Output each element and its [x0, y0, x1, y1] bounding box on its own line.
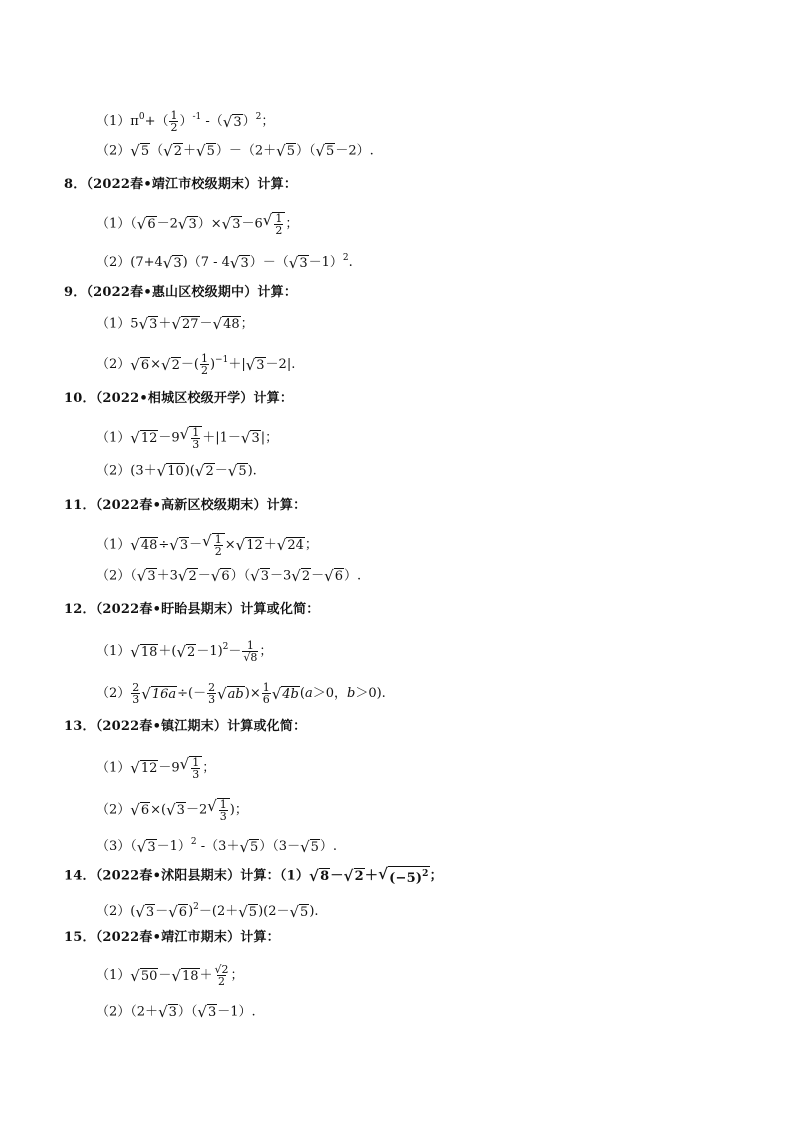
problem-10-part-2: （2）(3＋ √ 10 )( √ 2 － √ 5 ). [96, 462, 257, 480]
problem-13-part-2: （2） √ 6 ×( √ 3 －2 √ $\frac{1}{3}$ )； [96, 797, 248, 823]
problem-11-header: 11．（2022春•高新区校级期末）计算： [64, 498, 307, 513]
problem-12-part-2: （2） $\frac{2}{3}$ √ 16a ÷(－ $\frac{2}{3}$ √ ab )× $\frac{1}{6}$ √ 4b (a＞0，b＞0). [96, 681, 386, 706]
problem-9-part-1: （1）5 √ 3 ＋ √ 27 － √ 48 ； [96, 315, 254, 333]
problem-10-header: 10．（2022•相城区校级开学）计算： [64, 391, 294, 406]
problem-12-part-1: （1） √ 18 ＋( √ 2 －1)$^2$－ $\frac{1}{√8}$ ； [96, 639, 273, 664]
problem-11-part-2: （2）（ √ 3 ＋3 √ 2 － √ 6 ）（ √ 3 －3 √ 2 － √ 6 ）. [96, 567, 362, 585]
problem-14-header: 14．（2022春•沭阳县期末）计算：（1） √ 8 － √ 2 ＋ √ $(-5)^2$ ； [64, 865, 443, 886]
problem-8-header: 8．（2022春•靖江市校级期末）计算： [64, 177, 298, 192]
problem-13-header: 13．（2022春•镇江期末）计算或化简： [64, 719, 307, 734]
problem-7-part-2: （2） √ 5 （ √ 2 ＋ √ 5 ）－（2＋ √ 5 ）（ √ 5 －2）. [96, 142, 374, 160]
problem-11-part-1: （1） √ 48 ÷ √ 3 － √ $\frac{1}{2}$ × √ 12 ＋ √ 24 ； [96, 532, 318, 558]
problem-8-part-1: （1）（ √ 6 －2 √ 3 ）× √ 3 －6 √ $\frac{1}{2}$ ； [96, 211, 299, 237]
problem-10-part-1: （1） √ 12 －9 √ $\frac{1}{3}$ ＋|1－ √ 3 |； [96, 425, 279, 451]
problem-15-part-1: （1） √ 50 － √ 18 ＋ $\frac{√2}{2}$ ； [96, 963, 244, 988]
problem-9-header: 9．（2022春•惠山区校级期中）计算： [64, 285, 298, 300]
problem-12-header: 12．（2022春•盱眙县期末）计算或化简： [64, 602, 320, 617]
problem-14-part-2: （2）( √ 3 － √ 6 )$^2$－(2＋ √ 5 )(2－ √ 5 ). [96, 902, 319, 921]
problem-15-part-2: （2）（2＋ √ 3 ）（ √ 3 －1）. [96, 1003, 256, 1021]
problem-8-part-2: （2）(7+4 √ 3 )（7 - 4 √ 3 ）－（ √ 3 －1）$^2$. [96, 253, 353, 272]
problem-7-part-1: $(1)\pi^0+$（ $\frac{1}{2}$ ）$^{-1}$ -（ √ 3 ）$^2$； [96, 109, 275, 134]
problem-13-part-3: （3）（ √ 3 －1）$^2$ -（3＋ √ 5 ）（3－ √ 5 ）. [96, 837, 338, 856]
problem-13-part-1: （1） √ 12 －9 √ $\frac{1}{3}$ ； [96, 755, 216, 781]
problem-15-header: 15．（2022春•靖江市期末）计算： [64, 930, 280, 945]
problem-9-part-2: （2） √ 6 × √ 2 －( $\frac{1}{2}$ )$^{-1}$＋| √ 3 －2|. [96, 352, 296, 377]
